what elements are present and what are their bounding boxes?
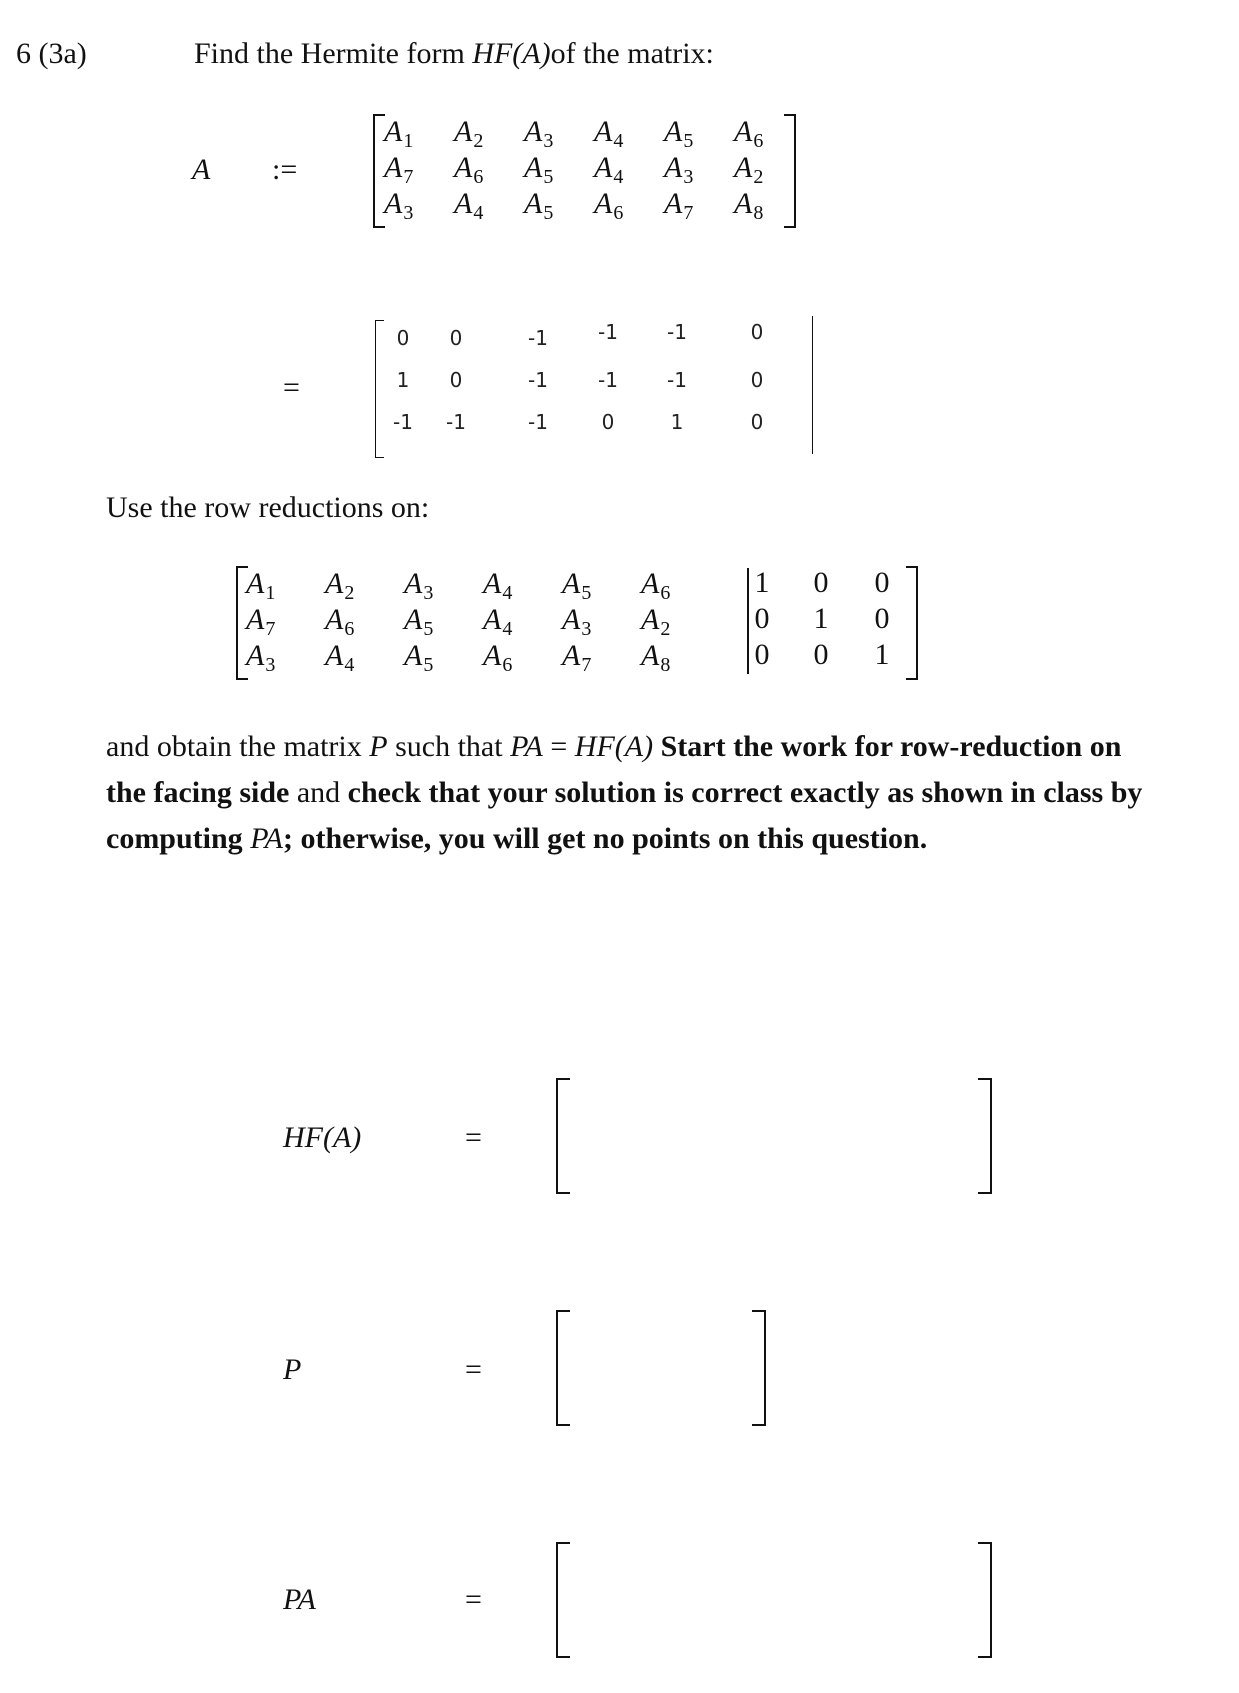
hf-answer-area[interactable]	[570, 1082, 976, 1186]
augmented-left-entry-symbol: A	[562, 603, 581, 636]
p-equals: =	[465, 1353, 482, 1386]
instr-pa: PA	[510, 730, 543, 763]
augmented-left-entry-subscript: 6	[660, 582, 671, 604]
instr-eq: =	[542, 730, 575, 763]
handwritten-entry: 0	[750, 320, 764, 344]
matrix-a-entry-subscript: 5	[543, 202, 554, 224]
matrix-a-entry-symbol: A	[454, 115, 473, 148]
matrix-a-entry	[734, 186, 763, 225]
matrix-a-entry	[664, 114, 693, 153]
matrix-a-entry-symbol: A	[524, 187, 543, 220]
p-answer-area[interactable]	[570, 1314, 750, 1418]
augmented-left-entry-subscript: 5	[423, 654, 434, 676]
matrix-a-entry-symbol: A	[734, 115, 753, 148]
instr-bold-2: check that your solution is correct exactly as shown in class by computing	[106, 776, 1143, 855]
augmented-left-entry-symbol: A	[641, 567, 660, 600]
handwritten-entry: -1	[667, 368, 687, 392]
augmented-left-entry-subscript: 5	[581, 582, 592, 604]
matrix-a-entry-subscript: 6	[613, 202, 624, 224]
matrix-a-entry-subscript: 2	[473, 130, 484, 152]
matrix-a-entry-symbol: A	[384, 115, 403, 148]
handwritten-entry: 0	[396, 326, 410, 350]
identity-entry: 0	[813, 638, 829, 671]
augmented-left-entry-subscript: 3	[423, 582, 434, 604]
augmented-left-entry	[641, 638, 670, 677]
instr-hfa: HF(A)	[574, 730, 654, 763]
identity-entry: 0	[874, 602, 890, 635]
matrix-a-entry-subscript: 1	[403, 130, 414, 152]
handwritten-entry: 1	[396, 368, 410, 392]
augmented-left-entry	[562, 566, 591, 605]
prompt-prefix: Find the Hermite form	[194, 37, 473, 70]
matrix-a-entry-symbol: A	[594, 115, 613, 148]
augmented-left-entry-symbol: A	[641, 603, 660, 636]
augmented-left-entry-symbol: A	[404, 639, 423, 672]
matrix-a-entry-subscript: 4	[473, 202, 484, 224]
matrix-a-entry-symbol: A	[384, 151, 403, 184]
augmented-left-entry	[325, 602, 354, 641]
augmented-left-entry-symbol: A	[325, 567, 344, 600]
matrix-a-entry	[384, 150, 413, 189]
augmented-left-entry-symbol: A	[562, 567, 581, 600]
matrix-a-entry-subscript: 8	[753, 202, 764, 224]
augmented-left-entry-subscript: 4	[502, 618, 513, 640]
hf-right-bracket	[978, 1078, 992, 1194]
instr-p: P	[369, 730, 388, 763]
matrix-a-entry	[524, 150, 553, 189]
augmented-left-entry	[246, 566, 275, 605]
handwritten-entry: -1	[598, 368, 618, 392]
handwritten-entry: -1	[528, 368, 548, 392]
matrix-a-entry-subscript: 3	[403, 202, 414, 224]
matrix-a-entry	[454, 186, 483, 225]
matrix-a-entry-symbol: A	[454, 151, 473, 184]
matrix-a-entry-symbol: A	[594, 151, 613, 184]
matrix-a-entry-symbol: A	[664, 151, 683, 184]
augmented-left-entry-symbol: A	[325, 639, 344, 672]
augmented-left-entry	[404, 638, 433, 677]
handwritten-entry: 0	[449, 368, 463, 392]
augmented-left-entry-symbol: A	[246, 567, 265, 600]
matrix-a-entry-symbol: A	[524, 151, 543, 184]
pa-answer-area[interactable]	[570, 1546, 976, 1650]
instr-p3: such that	[387, 730, 511, 763]
matrix-a-entry	[664, 186, 693, 225]
p-left-bracket	[556, 1310, 570, 1426]
handwritten-equals: =	[283, 371, 300, 404]
instr-p1: and obtain the matrix	[106, 730, 370, 763]
augmented-left-entry-subscript: 2	[344, 582, 355, 604]
pa-label: PA	[283, 1583, 316, 1616]
matrix-a-entry-subscript: 4	[613, 166, 624, 188]
augmented-left-entry-symbol: A	[404, 567, 423, 600]
matrix-a-entry	[734, 114, 763, 153]
matrix-a-entry	[384, 114, 413, 153]
handwritten-entry: -1	[446, 410, 466, 434]
prompt-suffix: of the matrix:	[550, 37, 714, 70]
augmented-left-entry-subscript: 4	[502, 582, 513, 604]
prompt-hf: HF	[472, 37, 513, 70]
matrix-a-entry-symbol: A	[734, 187, 753, 220]
augmented-left-entry-symbol: A	[483, 567, 502, 600]
augmented-left-entry-symbol: A	[325, 603, 344, 636]
augmented-left-entry-subscript: 4	[344, 654, 355, 676]
matrix-a-entry	[524, 186, 553, 225]
matrix-a-label: A	[192, 153, 211, 186]
handwritten-right-bar	[812, 316, 813, 454]
augmented-left-entry	[483, 566, 512, 605]
augmented-left-entry-symbol: A	[483, 603, 502, 636]
augmented-left-entry	[404, 602, 433, 641]
augmented-left-entry-subscript: 5	[423, 618, 434, 640]
augmented-left-entry-symbol: A	[641, 639, 660, 672]
matrix-a-entry-symbol: A	[664, 115, 683, 148]
matrix-a-entry	[594, 114, 623, 153]
matrix-a-entry-subscript: 4	[613, 130, 624, 152]
assign-symbol: :=	[272, 153, 298, 186]
augmented-left-entry	[483, 638, 512, 677]
matrix-a-entry-symbol: A	[734, 151, 753, 184]
hf-equals: =	[465, 1121, 482, 1154]
handwritten-entry: -1	[598, 320, 618, 344]
matrix-a-entry-subscript: 2	[753, 166, 764, 188]
identity-entry: 0	[754, 638, 770, 671]
augmented-left-entry	[246, 602, 275, 641]
matrix-a-entry-symbol: A	[664, 187, 683, 220]
matrix-a-entry-subscript: 5	[543, 166, 554, 188]
use-row-reductions-text: Use the row reductions on:	[106, 491, 430, 524]
handwritten-entry: 0	[601, 410, 615, 434]
instr-and: and	[289, 776, 348, 809]
augmented-left-entry-subscript: 2	[660, 618, 671, 640]
augmented-left-entry	[325, 566, 354, 605]
pa-equals: =	[465, 1583, 482, 1616]
handwritten-entry: 1	[670, 410, 684, 434]
p-label: P	[283, 1353, 302, 1386]
matrix-a-entry-symbol: A	[594, 187, 613, 220]
augmented-left-entry-symbol: A	[246, 603, 265, 636]
instr-bold-1: Start the work for row-reduction on the facing side	[106, 730, 1122, 809]
augmented-left-entry	[562, 602, 591, 641]
augmented-left-entry	[483, 602, 512, 641]
matrix-a-entry-symbol: A	[384, 187, 403, 220]
augmented-left-entry-subscript: 6	[502, 654, 513, 676]
matrix-a-entry-subscript: 7	[683, 202, 694, 224]
handwritten-entry: -1	[528, 410, 548, 434]
augmented-left-entry-symbol: A	[404, 603, 423, 636]
identity-entry: 1	[813, 602, 829, 635]
handwritten-entry: 0	[750, 410, 764, 434]
augmented-left-entry	[246, 638, 275, 677]
identity-entry: 1	[874, 638, 890, 671]
matrix-a-entry	[594, 150, 623, 189]
handwritten-entry: -1	[393, 410, 413, 434]
matrix-a-entry-subscript: 3	[543, 130, 554, 152]
matrix-a-entry	[454, 150, 483, 189]
augmented-left-entry	[562, 638, 591, 677]
matrix-a-entry-subscript: 6	[753, 130, 764, 152]
augmented-left-entry-subscript: 7	[265, 618, 276, 640]
augmented-left-entry-subscript: 3	[581, 618, 592, 640]
augmented-left-entry-subscript: 8	[660, 654, 671, 676]
hf-label: HF(A)	[283, 1121, 362, 1154]
identity-entry: 0	[813, 566, 829, 599]
identity-entry: 0	[754, 602, 770, 635]
augmented-left-entry	[641, 566, 670, 605]
pa-left-bracket	[556, 1542, 570, 1658]
instructions-paragraph	[106, 724, 1146, 862]
augmented-separator	[747, 568, 749, 674]
problem-prompt	[194, 36, 714, 72]
matrix-a-entry	[524, 114, 553, 153]
prompt-arg: (A)	[512, 37, 551, 70]
handwritten-entry: 0	[750, 368, 764, 392]
augmented-left-entry-symbol: A	[483, 639, 502, 672]
matrix-a-entry-subscript: 7	[403, 166, 414, 188]
augmented-left-entry-symbol: A	[246, 639, 265, 672]
matrix-a-entry-symbol: A	[454, 187, 473, 220]
matrix-a-entry-subscript: 3	[683, 166, 694, 188]
matrix-a-right-bracket	[784, 114, 796, 228]
matrix-a-entry	[594, 186, 623, 225]
instr-bold-4: ; otherwise, you will get no points on this question.	[282, 822, 928, 855]
augmented-left-entry-subscript: 3	[265, 654, 276, 676]
pa-right-bracket	[978, 1542, 992, 1658]
hf-left-bracket	[556, 1078, 570, 1194]
handwritten-entry: -1	[528, 326, 548, 350]
matrix-a-entry	[384, 186, 413, 225]
augmented-left-entry-subscript: 1	[265, 582, 276, 604]
matrix-a-entry	[664, 150, 693, 189]
p-right-bracket	[752, 1310, 766, 1426]
augmented-left-entry-subscript: 7	[581, 654, 592, 676]
instr-pa-2: PA	[250, 822, 283, 855]
matrix-a-entry-symbol: A	[524, 115, 543, 148]
augmented-left-entry	[404, 566, 433, 605]
matrix-a-entry	[734, 150, 763, 189]
matrix-a-entry-subscript: 5	[683, 130, 694, 152]
identity-entry: 1	[754, 566, 770, 599]
handwritten-entry: -1	[667, 320, 687, 344]
augmented-left-entry	[325, 638, 354, 677]
augmented-left-entry	[641, 602, 670, 641]
augmented-left-entry-subscript: 6	[344, 618, 355, 640]
augmented-right-bracket	[906, 566, 918, 680]
matrix-a-entry-subscript: 6	[473, 166, 484, 188]
matrix-a-entry	[454, 114, 483, 153]
problem-number: 6 (3a)	[16, 37, 87, 70]
augmented-left-entry-symbol: A	[562, 639, 581, 672]
identity-entry: 0	[874, 566, 890, 599]
handwritten-entry: 0	[449, 326, 463, 350]
